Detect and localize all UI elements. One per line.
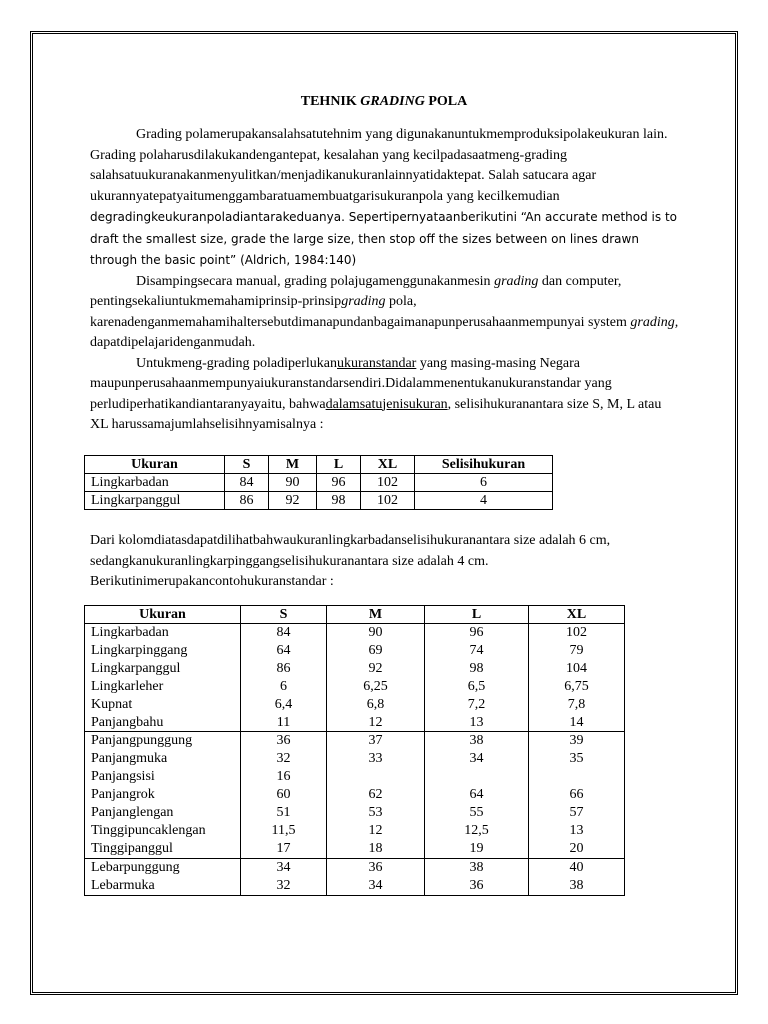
value-cell: 6 bbox=[415, 474, 553, 492]
row-label-cell: Lingkarleher bbox=[85, 678, 241, 696]
value-cell: 6,5 bbox=[425, 678, 529, 696]
row-label-cell: Tinggipanggul bbox=[85, 840, 241, 858]
value-cell: 90 bbox=[269, 474, 317, 492]
table-row bbox=[85, 877, 625, 895]
value-cell: 14 bbox=[529, 714, 625, 732]
row-label-cell: Lebarpunggung bbox=[85, 858, 241, 876]
row-label-cell: Panjanglengan bbox=[85, 804, 241, 822]
row-label-cell: Lingkarpanggul bbox=[85, 492, 225, 510]
value-cell: 64 bbox=[241, 642, 327, 660]
table-row bbox=[85, 804, 625, 822]
table-row bbox=[85, 660, 625, 678]
value-cell: 13 bbox=[425, 714, 529, 732]
value-cell: 98 bbox=[317, 492, 361, 510]
value-cell: 13 bbox=[529, 822, 625, 840]
value-cell: 79 bbox=[529, 642, 625, 660]
table-row bbox=[85, 858, 625, 876]
paragraph-2: Disampingsecara manual, grading polajugamenggunakanmesin grading dan computer, pentingsekaliuntukmemahamiprinsip-prinsipgrading pola, karenadenganmemahamihaltersebutdimanapundanbagaimanapunperusahaanmempunyai system grading, dapatdipelajaridenganmudah. bbox=[90, 273, 679, 350]
column-header: Ukuran bbox=[85, 606, 241, 624]
value-cell: 96 bbox=[317, 474, 361, 492]
value-cell: 7,2 bbox=[425, 696, 529, 714]
value-cell: 84 bbox=[225, 474, 269, 492]
value-cell: 11,5 bbox=[241, 822, 327, 840]
value-cell: 74 bbox=[425, 642, 529, 660]
value-cell bbox=[529, 768, 625, 786]
row-label-cell: Kupnat bbox=[85, 696, 241, 714]
value-cell: 102 bbox=[361, 474, 415, 492]
column-header: L bbox=[317, 456, 361, 474]
value-cell: 90 bbox=[327, 624, 425, 642]
value-cell: 36 bbox=[241, 732, 327, 750]
value-cell: 39 bbox=[529, 732, 625, 750]
paragraph-1: Grading polamerupakansalahsatutehnim yang digunakanuntukmemproduksipolakeukuran lain. Grading polaharusdilakukandengantepat, kesalahan yang kecilpadasaatmeng-grading salahsatuukuranakanmenyulitkan/menjadikanukuranlainnyatidaktepat. Salah satucara agar ukurannyatepatyaitumenggambaratuamembuatgarisukuranpola yang kecilkemudian degradingkeukuranpoladiantarakeduanya. Sepertipernyataanberikutini “An accurate method is to draft the smallest size, grade the large size, then stop off the sizes between on lines drawn through the basic point” (Aldrich, 1984:140) bbox=[90, 127, 678, 267]
value-cell: 96 bbox=[425, 624, 529, 642]
value-cell: 102 bbox=[529, 624, 625, 642]
value-cell: 6,75 bbox=[529, 678, 625, 696]
table-row bbox=[85, 624, 625, 642]
column-header: Ukuran bbox=[85, 456, 225, 474]
table-row bbox=[85, 840, 625, 858]
row-label-cell: Panjangbahu bbox=[85, 714, 241, 732]
table-row bbox=[85, 732, 625, 750]
value-cell: 32 bbox=[241, 877, 327, 895]
value-cell: 12 bbox=[327, 714, 425, 732]
row-label-cell: Lebarmuka bbox=[85, 877, 241, 895]
standard-size-table bbox=[84, 605, 625, 896]
value-cell: 12 bbox=[327, 822, 425, 840]
value-cell: 35 bbox=[529, 750, 625, 768]
table-row bbox=[85, 696, 625, 714]
value-cell: 17 bbox=[241, 840, 327, 858]
table-row bbox=[85, 786, 625, 804]
value-cell: 55 bbox=[425, 804, 529, 822]
value-cell: 34 bbox=[327, 877, 425, 895]
row-label-cell: Panjangrok bbox=[85, 786, 241, 804]
value-cell: 7,8 bbox=[529, 696, 625, 714]
value-cell: 6 bbox=[241, 678, 327, 696]
value-cell: 38 bbox=[529, 877, 625, 895]
value-cell: 62 bbox=[327, 786, 425, 804]
value-cell: 20 bbox=[529, 840, 625, 858]
value-cell bbox=[327, 768, 425, 786]
row-label-cell: Lingkarbadan bbox=[85, 474, 225, 492]
value-cell: 36 bbox=[425, 877, 529, 895]
column-header: L bbox=[425, 606, 529, 624]
value-cell: 53 bbox=[327, 804, 425, 822]
value-cell: 38 bbox=[425, 858, 529, 876]
row-label-cell: Panjangpunggung bbox=[85, 732, 241, 750]
column-header: XL bbox=[529, 606, 625, 624]
selisih-table bbox=[84, 455, 553, 510]
value-cell: 92 bbox=[269, 492, 317, 510]
value-cell: 11 bbox=[241, 714, 327, 732]
row-label-cell: Panjangsisi bbox=[85, 768, 241, 786]
value-cell: 12,5 bbox=[425, 822, 529, 840]
value-cell: 18 bbox=[327, 840, 425, 858]
value-cell: 19 bbox=[425, 840, 529, 858]
value-cell: 92 bbox=[327, 660, 425, 678]
page-title: TEHNIK GRADING POLA bbox=[300, 94, 468, 109]
value-cell: 60 bbox=[241, 786, 327, 804]
value-cell: 38 bbox=[425, 732, 529, 750]
table-row bbox=[85, 678, 625, 696]
paragraph-3: Untukmeng-grading poladiperlukanukuranstandar yang masing-masing Negara maupunperusahaanmempunyaiukuranstandarsendiri.Didalammenentukanukuranstandar yang perludiperhatikandiantaranyayaitu, bahwadalamsatujenisukuran, selisihukuranantara size S, M, L atau XL harussamajumlahselisihnyamisalnya : bbox=[90, 355, 662, 432]
table-row bbox=[85, 642, 625, 660]
value-cell: 86 bbox=[225, 492, 269, 510]
column-header: M bbox=[269, 456, 317, 474]
value-cell: 6,4 bbox=[241, 696, 327, 714]
value-cell: 33 bbox=[327, 750, 425, 768]
value-cell: 32 bbox=[241, 750, 327, 768]
table-row bbox=[85, 492, 553, 510]
table-row bbox=[85, 750, 625, 768]
value-cell: 36 bbox=[327, 858, 425, 876]
value-cell: 86 bbox=[241, 660, 327, 678]
value-cell: 84 bbox=[241, 624, 327, 642]
row-label-cell: Lingkarpanggul bbox=[85, 660, 241, 678]
value-cell: 98 bbox=[425, 660, 529, 678]
body-text bbox=[90, 125, 682, 436]
value-cell: 37 bbox=[327, 732, 425, 750]
value-cell: 6,25 bbox=[327, 678, 425, 696]
table-row bbox=[85, 768, 625, 786]
value-cell: 34 bbox=[241, 858, 327, 876]
column-header: S bbox=[241, 606, 327, 624]
value-cell: 51 bbox=[241, 804, 327, 822]
value-cell: 6,8 bbox=[327, 696, 425, 714]
value-cell bbox=[425, 768, 529, 786]
column-header: XL bbox=[361, 456, 415, 474]
table-row bbox=[85, 474, 553, 492]
row-label-cell: Tinggipuncaklengan bbox=[85, 822, 241, 840]
value-cell: 40 bbox=[529, 858, 625, 876]
column-header: Selisihukuran bbox=[415, 456, 553, 474]
value-cell: 66 bbox=[529, 786, 625, 804]
table-row bbox=[85, 822, 625, 840]
value-cell: 69 bbox=[327, 642, 425, 660]
row-label-cell: Lingkarpinggang bbox=[85, 642, 241, 660]
value-cell: 104 bbox=[529, 660, 625, 678]
value-cell: 64 bbox=[425, 786, 529, 804]
column-header: M bbox=[327, 606, 425, 624]
row-label-cell: Panjangmuka bbox=[85, 750, 241, 768]
value-cell: 102 bbox=[361, 492, 415, 510]
value-cell: 34 bbox=[425, 750, 529, 768]
value-cell: 4 bbox=[415, 492, 553, 510]
value-cell: 16 bbox=[241, 768, 327, 786]
table-row bbox=[85, 714, 625, 732]
value-cell: 57 bbox=[529, 804, 625, 822]
paragraph-4: Dari kolomdiatasdapatdilihatbahwaukuranlingkarbadanselisihukuranantara size adalah 6 cm, sedangkanukuranlingkarpinggangselisihukuranantara size adalah 4 cm. Berikutinimerupakancontohukuranstandar : bbox=[90, 533, 611, 589]
row-label-cell: Lingkarbadan bbox=[85, 624, 241, 642]
column-header: S bbox=[225, 456, 269, 474]
